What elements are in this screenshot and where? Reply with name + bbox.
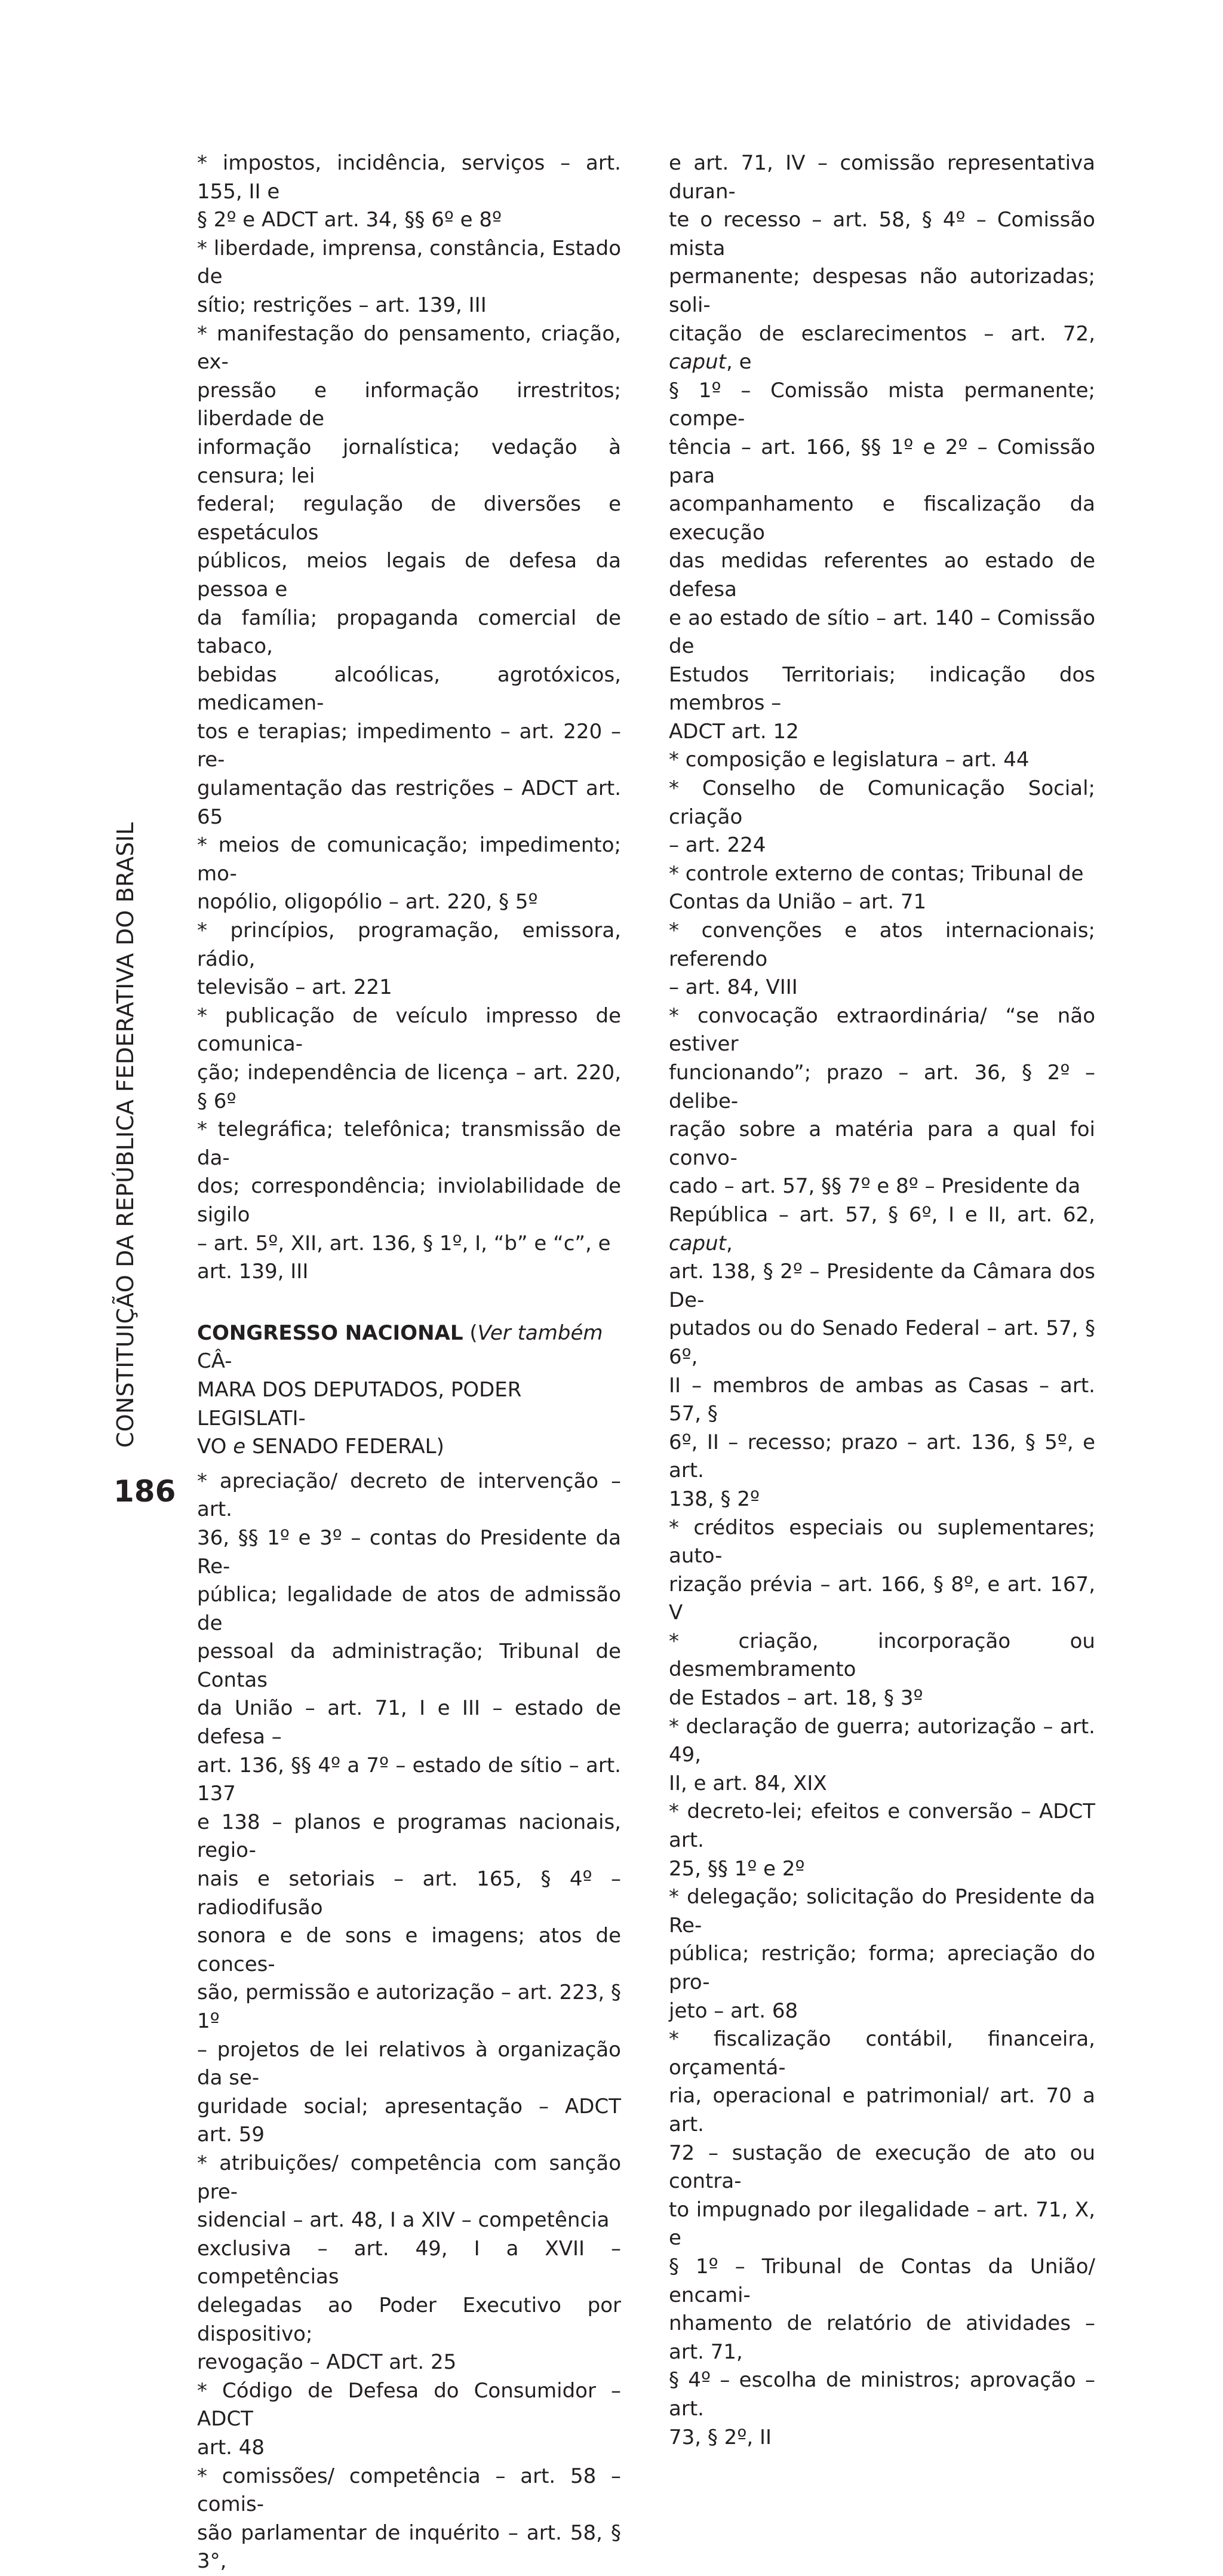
index-entry: * telegráfica; telefônica; transmissão de da- dos; correspondência; inviolabilidade de sigilo – art. 5º, XII, art. 136, § 1º, I, “b” e “c”, e art. 139, III bbox=[197, 1117, 621, 1284]
index-entry: * declaração de guerra; autorização – art. 49, II, e art. 84, XIX bbox=[669, 1714, 1095, 1795]
index-entry: * comissões/ competência – art. 58 – comis- são parlamentar de inquérito – art. 58, § 3°, bbox=[197, 2464, 621, 2574]
index-entry bbox=[669, 1002, 1095, 1514]
index-entry: * delegação; solicitação do Presidente da Re- pública; restrição; forma; apreciação do pro- jeto – art. 68 bbox=[669, 1885, 1095, 2023]
index-entry: * controle externo de contas; Tribunal de Contas da União – art. 71 bbox=[669, 861, 1084, 914]
index-entry: * composição e legislatura – art. 44 bbox=[669, 748, 1030, 772]
index-entry: * créditos especiais ou suplementares; auto- rização prévia – art. 166, § 8º, e art. 167, V bbox=[669, 1515, 1095, 1625]
heading-e: e bbox=[233, 1435, 246, 1459]
index-entry: * publicação de veículo impresso de comunica- ção; independência de licença – art. 220, § 6º bbox=[197, 1003, 621, 1113]
entry-caput: caput bbox=[669, 1231, 726, 1255]
section-heading bbox=[197, 1319, 621, 1462]
entry-text: e art. 71, IV – comissão representativa duran- te o recesso – art. 58, § 4º – Comissão mista permanente; despesas não autorizadas; soli- citação de esclarecimentos – art. 72, bbox=[669, 151, 1095, 346]
left-column bbox=[197, 149, 621, 2576]
index-entry: * liberdade, imprensa, constância, Estado de sítio; restrições – art. 139, III bbox=[197, 236, 621, 317]
index-entry: * princípios, programação, emissora, rádio, televisão – art. 221 bbox=[197, 919, 621, 1000]
entry-text: , art. 138, § 2º – Presidente da Câmara dos De- putados ou do Senado Federal – art. 57, § 6º, II – membros de ambas as Casas – art. 57, § 6º, II – recesso; prazo – art. 136, § 5º, e art. 138, § 2º bbox=[669, 1231, 1095, 1511]
page-number: 186 bbox=[113, 1474, 176, 1509]
index-entry: * meios de comunicação; impedimento; mo- nopólio, oligopólio – art. 220, § 5º bbox=[197, 833, 621, 914]
index-entry: * impostos, incidência, serviços – art. 155, II e § 2º e ADCT art. 34, §§ 6º e 8º bbox=[197, 151, 621, 232]
index-entry: * Conselho de Comunicação Social; criação – art. 224 bbox=[669, 776, 1095, 858]
index-entry: * fiscalização contábil, financeira, orçamentá- ria, operacional e patrimonial/ art. 70 a art. 72 – sustação de execução de ato ou contra- to impugnado por ilegalidade – art. 71, X, e § 1º – Tribunal de Contas da União/ encami- nhamento de relatório de atividades – art. 71, § 4º – escolha de ministros; aprovação – art. 73, § 2º, II bbox=[669, 2027, 1095, 2449]
right-column bbox=[669, 149, 1095, 2452]
index-entry-continued bbox=[669, 149, 1095, 746]
heading-refs-end: SENADO FEDERAL) bbox=[245, 1435, 444, 1459]
heading-refs: CÂ- MARA DOS DEPUTADOS, PODER LEGISLATI- VO bbox=[197, 1349, 522, 1459]
entry-text: , e § 1º – Comissão mista permanente; compe- tência – art. 166, §§ 1º e 2º – Comissão para acompanhamento e fiscalização da execução das medidas referentes ao estado de defesa e ao estado de sítio – art. 140 – Comissão de Estudos Territoriais; indicação dos membros – ADCT art. 12 bbox=[669, 350, 1095, 744]
heading-open: ( bbox=[463, 1321, 478, 1345]
index-entry: * apreciação/ decreto de intervenção – art. 36, §§ 1º e 3º – contas do Presidente da Re- pública; legalidade de atos de admissão de pessoal da administração; Tribunal de Contas da União – art. 71, I e III – estado de defesa – art. 136, §§ 4º a 7º – estado de sítio – art. 137 e 138 – planos e programas nacionais, regio- nais e setoriais – art. 165, § 4º – radiodifusão sonora e de sons e imagens; atos de conces- são, permissão e autorização – art. 223, § 1º – projetos de lei relativos à organização da se- guridade social; apresentação – ADCT art. 59 bbox=[197, 1469, 621, 2147]
index-entry: * criação, incorporação ou desmembramento de Estados – art. 18, § 3º bbox=[669, 1629, 1095, 1711]
index-entry: * decreto-lei; efeitos e conversão – ADCT art. 25, §§ 1º e 2º bbox=[669, 1800, 1095, 1881]
index-entry: * convenções e atos internacionais; referendo – art. 84, VIII bbox=[669, 919, 1095, 1000]
heading-ver: Ver também bbox=[477, 1321, 603, 1345]
index-entry: * Código de Defesa do Consumidor – ADCT art. 48 bbox=[197, 2378, 621, 2460]
heading-title: CONGRESSO NACIONAL bbox=[197, 1321, 463, 1345]
entry-text: * convocação extraordinária/ “se não estiver funcionando”; prazo – art. 36, § 2º – delibe- ração sobre a matéria para a qual foi convo- cado – art. 57, §§ 7º e 8º – Presidente da República – art. 57, § 6º, I e II, art. 62, bbox=[669, 1003, 1095, 1227]
running-title-sidebar: CONSTITUIÇÃO DA REPÚBLICA FEDERATIVA DO BRASIL bbox=[112, 822, 139, 1448]
entry-caput: caput bbox=[669, 350, 726, 374]
index-entry: * manifestação do pensamento, criação, ex- pressão e informação irrestritos; liberdade de informação jornalística; vedação à censura; lei federal; regulação de diversões e espetáculos públicos, meios legais de defesa da pessoa e da família; propaganda comercial de tabaco, bebidas alcoólicas, agrotóxicos, medicamen- tos e terapias; impedimento – art. 220 – re- gulamentação das restrições – ADCT art. 65 bbox=[197, 321, 621, 829]
index-entry: * atribuições/ competência com sanção pre- sidencial – art. 48, I a XIV – competência exclusiva – art. 49, I a XVII – competências delegadas ao Poder Executivo por dispositivo; revogação – ADCT art. 25 bbox=[197, 2151, 621, 2375]
